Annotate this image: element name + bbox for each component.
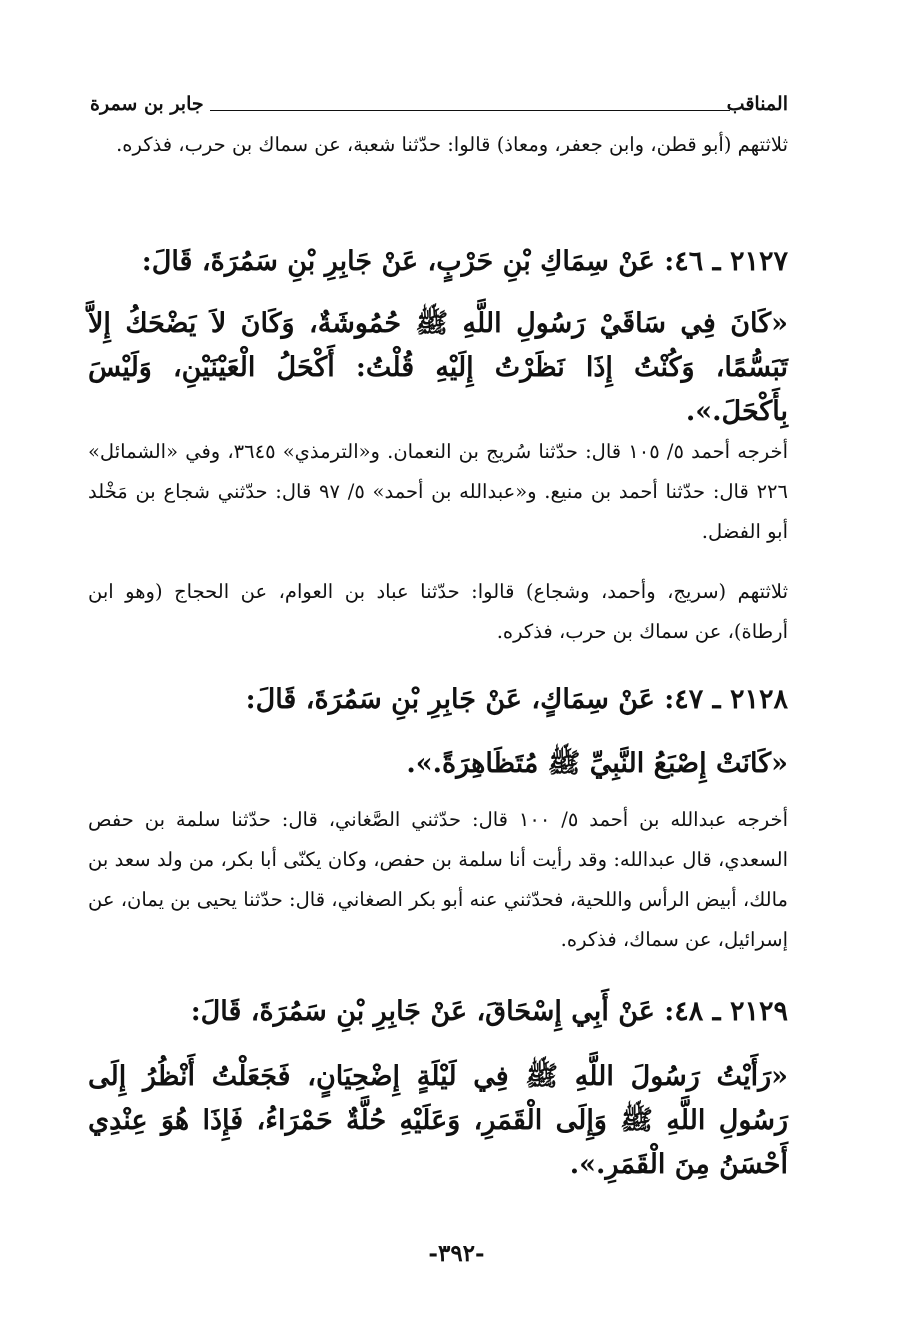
note-paragraph-3: ثلاثتهم (سريج، وأحمد، وشجاع) قالوا: حدّثنا عباد بن العوام، عن الحجاج (وهو ابن أرطاة)، عن سماك بن حرب، فذكره. <box>88 580 788 643</box>
hadith-heading-2129: ٢١٢٩ ـ ٤٨: عَنْ أَبِي إِسْحَاقَ، عَنْ جَابِرِ بْنِ سَمُرَةَ، قَالَ: <box>190 996 788 1027</box>
hadith-heading-2128: ٢١٢٨ ـ ٤٧: عَنْ سِمَاكٍ، عَنْ جَابِرِ بْنِ سَمُرَةَ، قَالَ: <box>245 684 788 715</box>
hadith-text-2127: «كَانَ فِي سَاقَيْ رَسُولِ اللَّهِ ﷺ حُمُوشَةٌ، وَكَانَ لاَ يَضْحَكُ إِلاَّ تَبَسُّمًا، وَكُنْتُ إِذَا نَظَرْتُ إِلَيْهِ قُلْتُ: أَكْحَلُ الْعَيْنَيْنِ، وَلَيْسَ بِأَكْحَلَ.». <box>88 308 788 427</box>
page-number: -٣٩٢- <box>428 1240 485 1267</box>
hadith-text-2128: «كَانَتْ إِصْبَعُ النَّبِيِّ ﷺ مُتَظَاهِرَةً.». <box>406 748 788 779</box>
header-rule <box>210 110 730 111</box>
hadith-heading-2127: ٢١٢٧ ـ ٤٦: عَنْ سِمَاكِ بْنِ حَرْبٍ، عَنْ جَابِرِ بْنِ سَمُرَةَ، قَالَ: <box>141 246 788 277</box>
section-title: المناقب <box>726 93 788 115</box>
note-paragraph-4: أخرجه عبدالله بن أحمد ٥/ ١٠٠ قال: حدّثني الصَّغاني، قال: حدّثنا سلمة بن حفص السعدي، قال عبدالله: وقد رأيت أنا سلمة بن حفص، وكان يكنّى أبا بكر، من ولد سعد بن مالك، أبيض الرأس واللحية، فحدّثني عنه أبو بكر الصغاني، قال: حدّثنا يحيى بن يمان، عن إسرائيل، عن سماك، فذكره. <box>88 808 789 951</box>
hadith-text-2129: «رَأَيْتُ رَسُولَ اللَّهِ ﷺ فِي لَيْلَةٍ إِضْحِيَانٍ، فَجَعَلْتُ أَنْظُرُ إِلَى رَسُولِ اللَّهِ ﷺ وَإِلَى الْقَمَرِ، وَعَلَيْهِ حُلَّةٌ حَمْرَاءُ، فَإِذَا هُوَ عِنْدِي أَحْسَنُ مِنَ الْقَمَرِ.». <box>88 1061 788 1180</box>
chapter-title: جابر بن سمرة <box>90 93 204 115</box>
note-paragraph-2: أخرجه أحمد ٥/ ١٠٥ قال: حدّثنا سُريج بن النعمان. و«الترمذي» ٣٦٤٥، وفي «الشمائل» ٢٢٦ قال: حدّثنا أحمد بن منيع. و«عبدالله بن أحمد» ٥/ ٩٧ قال: حدّثني شجاع بن مَخْلد أبو الفضل. <box>88 440 788 543</box>
running-header <box>90 93 788 123</box>
note-paragraph-1: ثلاثتهم (أبو قطن، وابن جعفر، ومعاذ) قالوا: حدّثنا شعبة، عن سماك بن حرب، فذكره. <box>116 133 788 156</box>
